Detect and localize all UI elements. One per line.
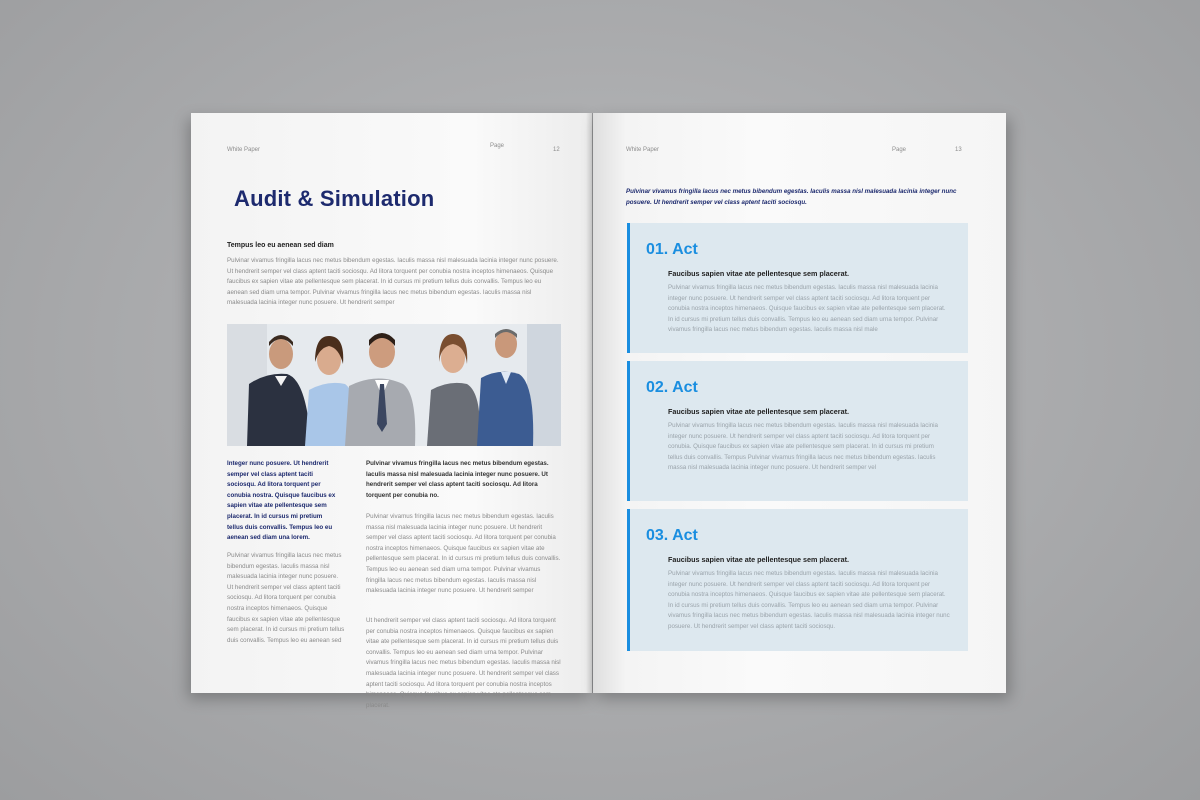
right-page [593, 113, 1006, 693]
header-label: White Paper [626, 147, 660, 153]
team-photo [227, 324, 561, 446]
act-text: Pulvinar vivamus fringilla lacus nec metus bibendum egestas. Iaculis massa nisl malesuada lacinia integer nunc posuere. Ut hendrerit semper vel class aptent taciti sociosqu. Ad litora torquent per conubia. Quisque faucibus ex sapien vitae ate pellentesque sem placerat. In id cursus mi pretium tellus duis convallis. Tempus Pulvinar vivamus fringilla lacus nec metus bibendum egestas. Iaculis massa nisl malesuada lacinia integer nunc posuere. Ut hendrerit semper vel [668, 422, 938, 472]
act-number: 01. Act [646, 241, 698, 258]
highlight-paragraph-col2: Pulvinar vivamus fringilla lacus nec metus bibendum egestas. Iaculis massa nisl malesuada lacinia integer nunc posuere. Ut hendrerit semper vel class aptent taciti sociosqu. Ad litora torquent per conubia no. [366, 460, 549, 499]
highlight-paragraph-col1: Integer nunc posuere. Ut hendrerit semper vel class aptent taciti sociosqu. Ad litora torquent per conubia nostra. Quisque faucibus ex sapien vitae ate pellentesque sem placerat. In id cursus mi pretium tellus duis convallis. Tempus leo eu aenean sed diam una lorem. [227, 460, 336, 542]
act-number: 03. Act [646, 527, 698, 544]
act-text: Pulvinar vivamus fringilla lacus nec metus bibendum egestas. Iaculis massa nisl malesuada lacinia integer nunc posuere. Ut hendrerit semper vel class aptent taciti sociosqu. Ad litora torquent per conubia nostra inceptos himenaeos. Quisque faucibus ex sapien vitae ate pellentesque sem placerat. In id cursus mi pretium tellus duis convallis. Tempus leo eu aenean sed diam urna tempor. Pulvinar vivamus fringilla lacus nec metus bibendum egestas. Iaculis massa nisl malesuada lacinia integer nunc posuere. Ut hendrerit semper vel class aptent taciti sociosqu. [668, 570, 950, 630]
page-title: Audit & Simulation [234, 186, 435, 211]
act-card-3 [627, 509, 968, 651]
act-text: Pulvinar vivamus fringilla lacus nec metus bibendum egestas. Iaculis massa nisl malesuada lacinia integer nunc posuere. Ut hendrerit semper vel class aptent taciti sociosqu. Ad litora torquent per conubia nostra inceptos himenaeos. Quisque faucibus ex sapien vitae ate pellentesque sem placerat. In id cursus mi pretium tellus duis convallis. Tempus leo eu aenean sed diam urna tempor. Pulvinar vivamus fringilla lacus nec metus bibendum egestas. Iaculis massa nisl male [668, 284, 946, 334]
act-subtitle: Faucibus sapien vitae ate pellentesque sem placerat. [668, 269, 849, 278]
page-number: 12 [553, 147, 560, 153]
body-paragraph-col2-b: Ut hendrerit semper vel class aptent taciti sociosqu. Ad litora torquent per conubia nostra inceptos himenaeos. Quisque faucibus ex sapien vitae ate pellentesque sem placerat. In id cursus mi pretium tellus duis convallis. Tempus leo eu aenean sed diam urna tempor. Pulvinar vivamus fringilla lacus nec metus bibendum egestas. Iaculis massa nisl malesuada lacinia integer nunc posuere. Ut hendrerit semper vel class aptent taciti sociosqu. Ad litora torquent per conubia nostra inceptos himenaeos. Quisque faucibus ex sapien vitae ate pellentesque sem placerat. [366, 617, 561, 709]
section-subheading: Tempus leo eu aenean sed diam [227, 242, 334, 249]
intro-paragraph: Pulvinar vivamus fringilla lacus nec metus bibendum egestas. Iaculis massa nisl malesuada lacinia integer nunc posuere. Ut hendrerit semper vel class aptent taciti sociosqu. Ad litora torquent per conubia nostra inceptos himenaeos. Quisque faucibus ex sapien vitae ate pellentesque sem placerat. In id cursus mi pretium tellus duis convallis. Tempus leo eu aenean sed diam urna tempor. Pulvinar vivamus fringilla lacus nec metus bibendum egestas. Iaculis massa nisl malesuada lacinia integer nunc posuere. Ut hendrerit semper [227, 257, 559, 307]
team-photo-illustration [227, 324, 561, 446]
page-label: Page [892, 147, 907, 153]
left-page [191, 113, 592, 709]
act-card-1 [627, 223, 968, 353]
header-label: White Paper [227, 147, 261, 153]
act-number: 02. Act [646, 379, 698, 396]
act-subtitle: Faucibus sapien vitae ate pellentesque sem placerat. [668, 555, 849, 564]
body-paragraph-col1: Pulvinar vivamus fringilla lacus nec metus bibendum egestas. Iaculis massa nisl malesuada lacinia integer nunc posuere. Ut hendrerit semper vel class aptent taciti sociosqu. Ad litora torquent per conubia nostra inceptos himenaeos. Quisque faucibus ex sapien vitae ate pellentesque sem placerat. In id cursus mi pretium tellus duis convallis. Tempus leo eu aenean sed [227, 552, 345, 644]
page-label: Page [490, 143, 505, 149]
intro-paragraph: Pulvinar vivamus fringilla lacus nec metus bibendum egestas. Iaculis massa nisl malesuada lacinia integer nunc posuere. Ut hendrerit semper vel class aptent taciti sociosqu. [626, 188, 957, 206]
act-subtitle: Faucibus sapien vitae ate pellentesque sem placerat. [668, 407, 849, 416]
act-card-2 [627, 361, 968, 501]
page-number: 13 [955, 147, 962, 153]
body-paragraph-col2-a: Pulvinar vivamus fringilla lacus nec metus bibendum egestas. Iaculis massa nisl malesuada lacinia integer nunc posuere. Ut hendrerit semper vel class aptent taciti sociosqu. Ad litora torquent per conubia nostra inceptos himenaeos. Quisque faucibus ex sapien vitae ate pellentesque sem placerat. In id cursus mi pretium tellus duis convallis. Tempus leo eu aenean sed diam urna tempor. Pulvinar vivamus fringilla lacus nec metus bibendum egestas. Iaculis massa nisl malesuada lacinia integer nunc posuere. Ut hendrerit semper [366, 513, 561, 595]
